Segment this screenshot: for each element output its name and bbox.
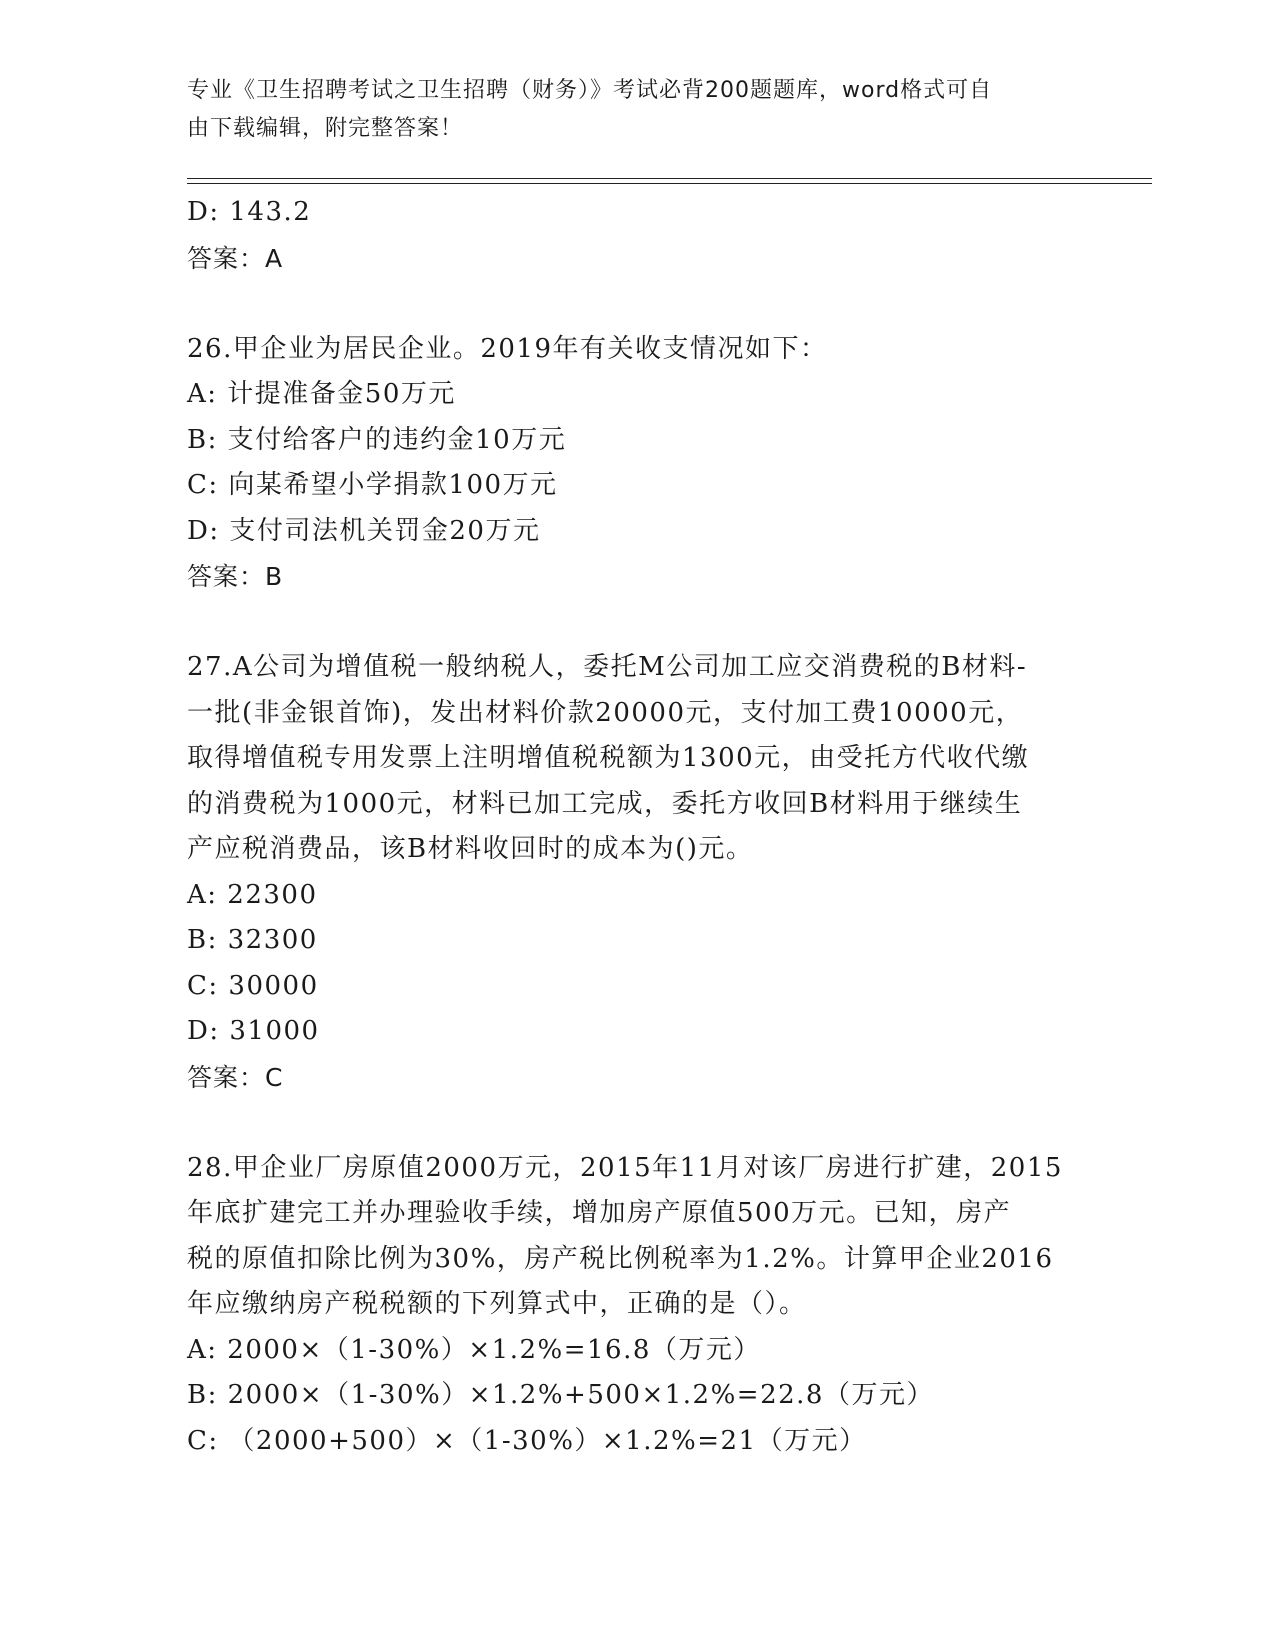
option-a: A: 计提准备金50万元 — [187, 379, 456, 409]
document-body — [187, 190, 1087, 1464]
header-divider — [187, 183, 1152, 184]
option-d: D: 支付司法机关罚金20万元 — [187, 515, 541, 546]
question-26 — [187, 327, 1087, 600]
option-b: B: 32300 — [187, 925, 318, 955]
option-b: B: 支付给客户的违约金10万元 — [187, 424, 567, 455]
header-line: 专业《卫生招聘考试之卫生招聘（财务）》考试必背200题题库，word格式可自 — [187, 78, 993, 103]
option-c: C: 30000 — [187, 970, 319, 1001]
question-stem: 取得增值税专用发票上注明增值税税额为1300元，由受托方代收代缴 — [187, 743, 1030, 773]
question-stem: 产应税消费品，该B材料收回时的成本为()元。 — [187, 834, 754, 864]
header-divider — [187, 178, 1152, 179]
answer-line: 答案：A — [187, 243, 284, 273]
option-c: C: 向某希望小学捐款100万元 — [187, 470, 558, 500]
spacer — [187, 1100, 1087, 1146]
option-d: D: 31000 — [187, 1016, 320, 1046]
question-stem: 的消费税为1000元，材料已加工完成，委托方收回B材料用于继续生 — [187, 788, 1023, 819]
question-stem: 一批(非金银首饰)，发出材料价款20000元，支付加工费10000元， — [187, 697, 1024, 728]
question-stem: 27.A公司为增值税一般纳税人，委托M公司加工应交消费税的B材料- — [187, 652, 1028, 682]
option-b: B: 2000×（1-30%）×1.2%+500×1.2%=22.8（万元） — [187, 1380, 934, 1410]
document-header — [187, 72, 1087, 148]
question-stem: 年应缴纳房产税税额的下列算式中，正确的是（）。 — [187, 1289, 807, 1319]
question-27 — [187, 645, 1087, 1100]
option-d: D: 143.2 — [187, 197, 312, 227]
option-a: A: 22300 — [187, 879, 318, 910]
answer-line: 答案：C — [187, 1062, 284, 1092]
answer-line: 答案：B — [187, 562, 284, 591]
question-stem: 28.甲企业厂房原值2000万元，2015年11月对该厂房进行扩建，2015 — [187, 1152, 1063, 1183]
question-stem: 税的原值扣除比例为30%，房产税比例税率为1.2%。计算甲企业2016 — [187, 1243, 1054, 1274]
option-a: A: 2000×（1-30%）×1.2%=16.8（万元） — [187, 1334, 761, 1365]
header-line: 由下载编辑，附完整答案！ — [187, 116, 464, 141]
question-stem: 26.甲企业为居民企业。2019年有关收支情况如下： — [187, 333, 828, 364]
spacer — [187, 281, 1087, 327]
question-28 — [187, 1146, 1087, 1465]
spacer — [187, 600, 1087, 646]
question-stem: 年底扩建完工并办理验收手续，增加房产原值500万元。已知，房产 — [187, 1198, 1012, 1228]
option-c: C: （2000+500）×（1-30%）×1.2%=21（万元） — [187, 1425, 867, 1456]
